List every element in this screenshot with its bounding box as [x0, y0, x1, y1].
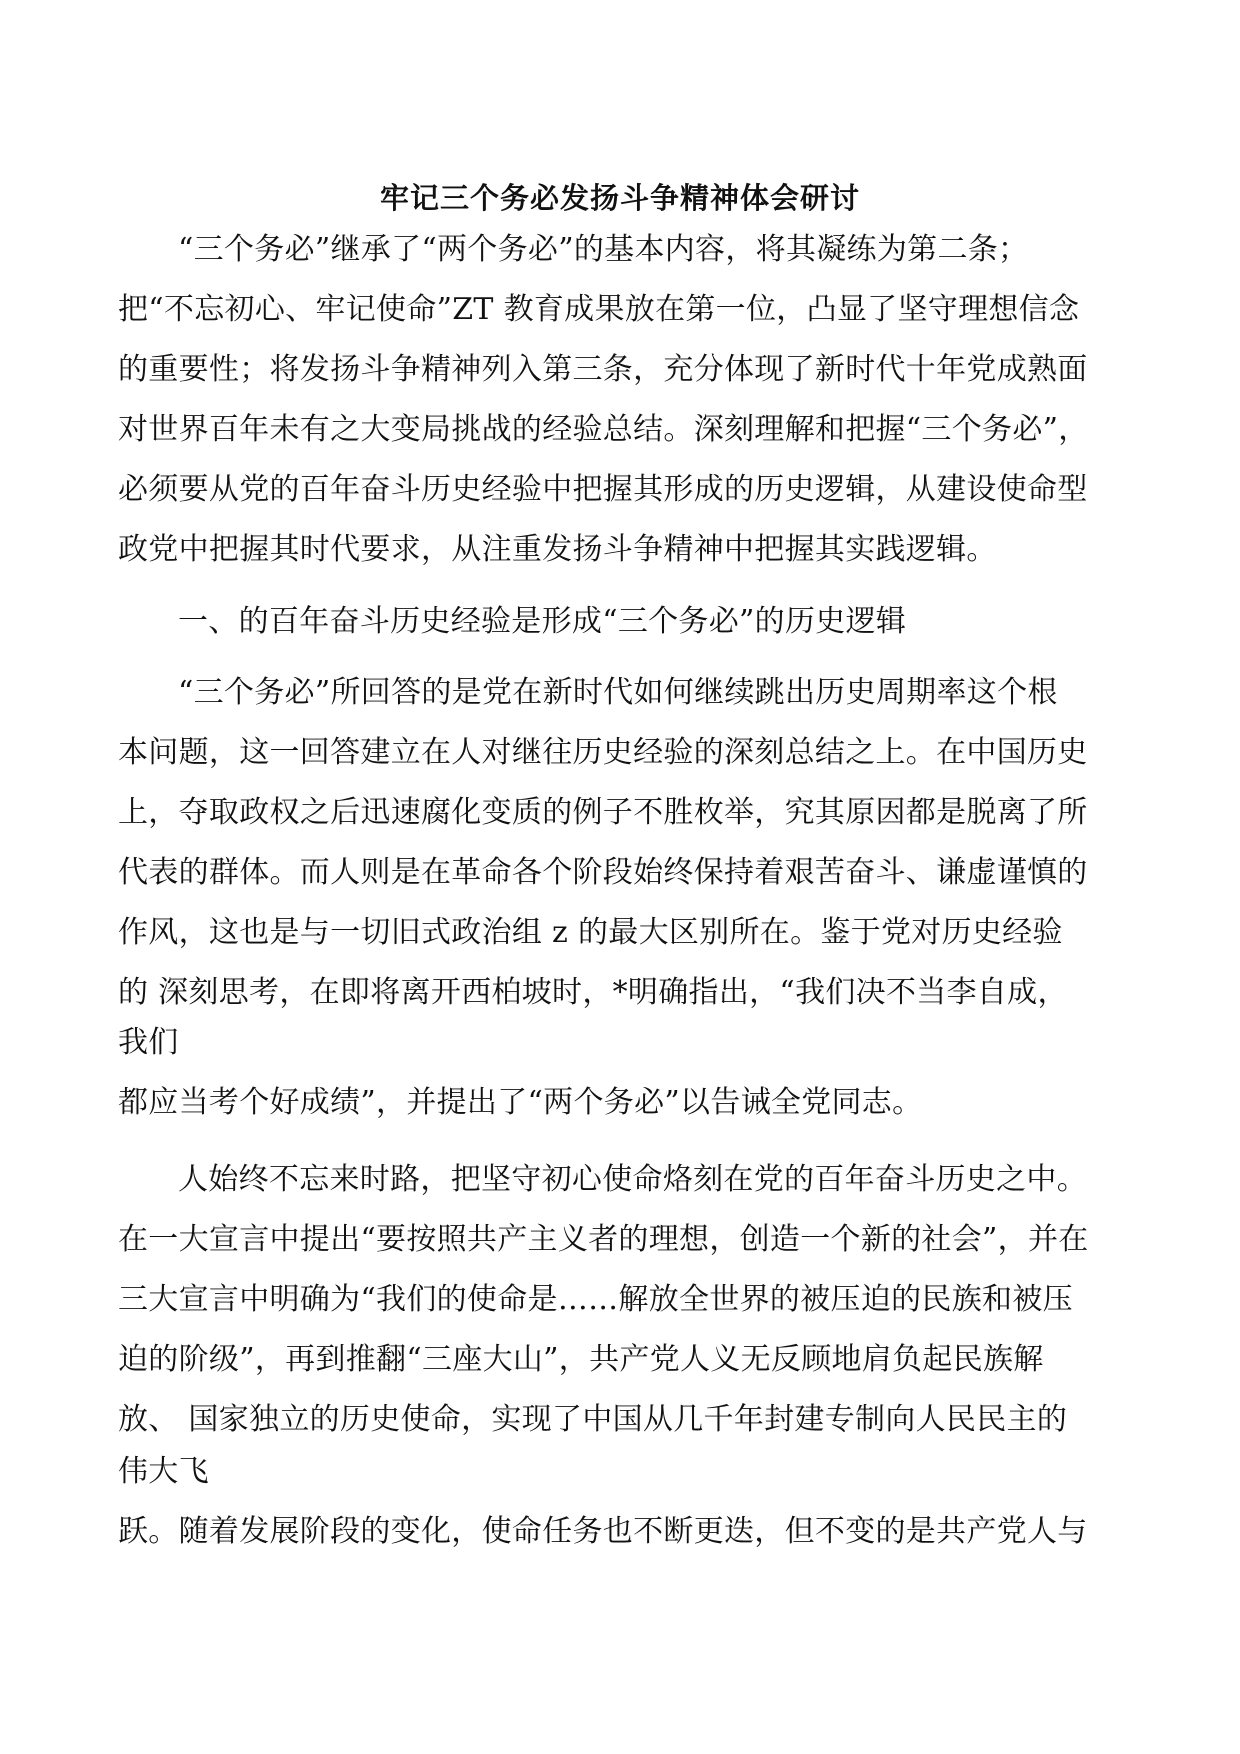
paragraph-line: 必须要从党的百年奋斗历史经验中把握其形成的历史逻辑，从建设使命型 — [118, 472, 1088, 507]
paragraph-line: 作风，这也是与一切旧式政治组 z 的最大区别所在。鉴于党对历史经验 — [118, 915, 1063, 950]
paragraph-line: 放、 国家独立的历史使命，实现了中国从几千年封建专制向人民民主的 — [118, 1402, 1068, 1437]
paragraph-line: 对世界百年未有之大变局挑战的经验总结。深刻理解和把握“三个务必”， — [118, 412, 1089, 447]
paragraph-line: 人始终不忘来时路，把坚守初心使命烙刻在党的百年奋斗历史之中。 — [178, 1162, 1087, 1197]
paragraph-line: 上，夺取政权之后迅速腐化变质的例子不胜枚举，究其原因都是脱离了所 — [118, 795, 1088, 830]
paragraph-line: 我们 — [118, 1025, 179, 1060]
paragraph-line: 三大宣言中明确为“我们的使命是……解放全世界的被压迫的民族和被压 — [118, 1282, 1073, 1317]
paragraph-line: 的 深刻思考，在即将离开西柏坡时，*明确指出，“我们决不当李自成， — [118, 975, 1068, 1010]
paragraph-line: 跃。随着发展阶段的变化，使命任务也不断更迭，但不变的是共产党人与 — [118, 1514, 1088, 1549]
paragraph-line: 本问题，这一回答建立在人对继往历史经验的深刻总结之上。在中国历史 — [118, 735, 1088, 770]
paragraph-line: 在一大宣言中提出“要按照共产主义者的理想，创造一个新的社会”，并在 — [118, 1222, 1089, 1257]
paragraph-line: 代表的群体。而人则是在革命各个阶段始终保持着艰苦奋斗、谦虚谨慎的 — [118, 855, 1088, 890]
paragraph-line: “三个务必”继承了“两个务必”的基本内容，将其凝练为第二条； — [178, 232, 1029, 267]
paragraph-line: 迫的阶级”，再到推翻“三座大山”，共产党人义无反顾地肩负起民族解 — [118, 1342, 1044, 1377]
paragraph-line: 伟大飞 — [118, 1454, 209, 1489]
section-heading: 一、的百年奋斗历史经验是形成“三个务必”的历史逻辑 — [178, 604, 907, 639]
paragraph-line: 都应当考个好成绩”，并提出了“两个务必”以告诫全党同志。 — [118, 1085, 923, 1120]
paragraph-line: 的重要性；将发扬斗争精神列入第三条，充分体现了新时代十年党成熟面 — [118, 352, 1088, 387]
document-title: 牢记三个务必发扬斗争精神体会研讨 — [379, 181, 860, 215]
paragraph-line: 政党中把握其时代要求，从注重发扬斗争精神中把握其实践逻辑。 — [118, 532, 997, 567]
paragraph-line: “三个务必”所回答的是党在新时代如何继续跳出历史周期率这个根 — [178, 675, 1058, 710]
paragraph-line: 把“不忘初心、牢记使命”ZT 教育成果放在第一位，凸显了坚守理想信念 — [118, 292, 1080, 327]
